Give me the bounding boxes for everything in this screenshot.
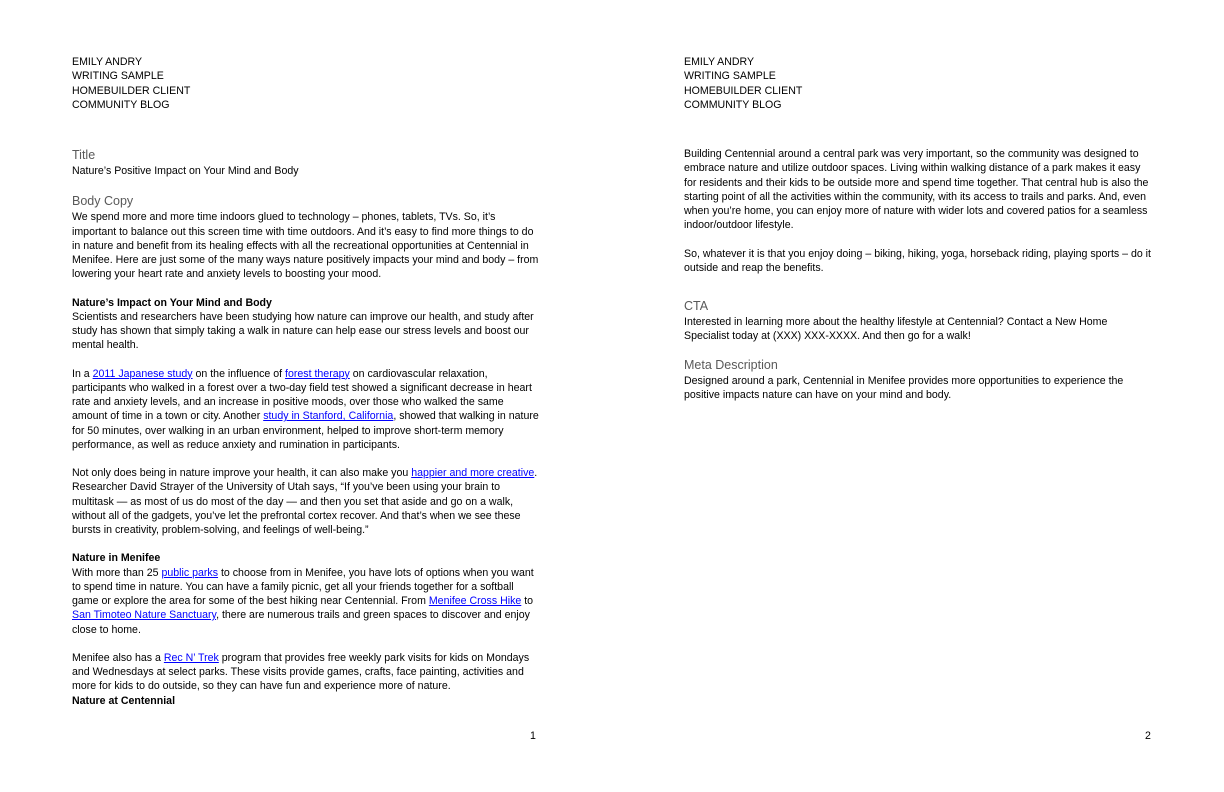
- san-timoteo-link[interactable]: San Timoteo Nature Sanctuary: [72, 609, 217, 622]
- header-author: EMILY ANDRY: [684, 56, 755, 68]
- menifee-paragraph: With more than 25 public parks to choose from in Menifee, you have lots of options when you want to spend time in nature. You can have a family picnic, get all your friends together for a softball game or explore the area for some of the best hiking near Centennial. From Menifee Cross Hike to San Timoteo Nature Sanctuary, there are numerous trails and green spaces to discover and enjoy close to home.: [72, 566, 534, 636]
- article-title: Nature’s Positive Impact on Your Mind and Body: [72, 165, 299, 177]
- page-number-2: 2: [1145, 730, 1151, 742]
- header-doc-type: WRITING SAMPLE: [684, 70, 776, 83]
- menifee-cross-hike-link[interactable]: Menifee Cross Hike: [428, 595, 522, 607]
- page-1-content: [72, 55, 540, 708]
- page-2-content: [684, 55, 1152, 416]
- impact-paragraph: Scientists and researchers have been studying how nature can improve our health, and study after study has shown that simply taking a walk in nature can help ease our stress levels and boost our mental health.: [72, 310, 534, 352]
- header-author: EMILY ANDRY: [72, 56, 143, 68]
- intro-paragraph: We spend more and more time indoors glued to technology – phones, tablets, TVs. So, it’s important to balance out this screen time with time outdoors. And it’s easy to find more things to do in nature and benefit from its healing effects with all the recreational opportunities at Centennial in Menifee. Here are just some of the many ways nature positively impacts your mind and body – from lowering your heart rate and anxiety levels to boosting your mood.: [72, 211, 539, 281]
- rec-n-trek-link[interactable]: Rec N’ Trek: [163, 651, 219, 664]
- impact-heading: Nature’s Impact on Your Mind and Body: [72, 296, 272, 309]
- study-paragraph: In a 2011 Japanese study on the influence of forest therapy on cardiovascular relaxation, participants who walked in a forest over a two-day field test showed a significant decrease in heart rate and anxiety levels, and an increase in positive moods, over those who walked the same amount of time in a town or city. Another study in Stanford, California, showed that walking in nature for 50 minutes, over walking in an urban environment, helped to improve short-term memory performance, as well as reduce anxiety and rumination in participants.: [72, 367, 539, 451]
- centennial-paragraph: Building Centennial around a central park was very important, so the community was designed to embrace nature and utilize outdoor spaces. Living within walking distance of a park makes it easy for residents and their kids to be outside more and spend time together. That central hub is also the starting point of all the activities within the community, with its access to trails and parks. And, even when you’re home, you can enjoy more of nature with wider lots and covered patios for a seamless indoor/outdoor lifestyle.: [684, 148, 1149, 232]
- rec-trek-paragraph: Menifee also has a Rec N’ Trek program that provides free weekly park visits for kids on Mondays and Wednesdays at select parks. These visits provide games, crafts, face painting, activities and more for kids to do outside, so they can have fun and experience more of nature.: [72, 651, 530, 693]
- stanford-study-link[interactable]: study in Stanford, California: [263, 410, 394, 423]
- document-header: [72, 55, 540, 112]
- meta-description-label: Meta Description: [684, 357, 778, 372]
- happier-paragraph: Not only does being in nature improve your health, it can also make you happier and more creative. Researcher David Strayer of the University of Utah says, “If you’ve been using your brain to multitask — as most of us do most of the day — and then you set that aside and go on a walk, without all of the gadgets, you’ve let the prefrontal cortex recover. And that’s when we see these bursts in creativity, problem-solving, and feelings of well-being.”: [72, 467, 538, 536]
- header-client: HOMEBUILDER CLIENT: [72, 84, 191, 97]
- forest-therapy-link[interactable]: forest therapy: [285, 367, 350, 380]
- cta-text: Interested in learning more about the healthy lifestyle at Centennial? Contact a New Home Specialist today at (XXX) XXX-XXXX. And then go for a walk!: [684, 316, 1108, 343]
- header-client: HOMEBUILDER CLIENT: [684, 84, 803, 97]
- cta-section-label: CTA: [684, 299, 709, 313]
- document-page-2: [612, 0, 1224, 792]
- header-category: COMMUNITY BLOG: [684, 98, 782, 111]
- body-copy-section-label: Body Copy: [72, 194, 134, 209]
- centennial-heading: Nature at Centennial: [72, 694, 176, 707]
- title-section-label: Title: [72, 148, 96, 162]
- meta-description-text: Designed around a park, Centennial in Menifee provides more opportunities to experience the positive impacts nature can have on your mind and body.: [684, 374, 1124, 401]
- header-category: COMMUNITY BLOG: [72, 98, 170, 111]
- page-number-1: 1: [530, 730, 536, 742]
- menifee-heading: Nature in Menifee: [72, 552, 161, 565]
- reap-benefits-paragraph: So, whatever it is that you enjoy doing – biking, hiking, yoga, horseback riding, playing sports – do it outside and reap the benefits.: [684, 247, 1151, 274]
- happier-creative-link[interactable]: happier and more creative: [411, 467, 535, 479]
- public-parks-link[interactable]: public parks: [161, 566, 219, 579]
- japanese-study-link[interactable]: 2011 Japanese study: [92, 367, 193, 380]
- document-header-2: [684, 55, 1152, 112]
- header-doc-type: WRITING SAMPLE: [72, 70, 164, 83]
